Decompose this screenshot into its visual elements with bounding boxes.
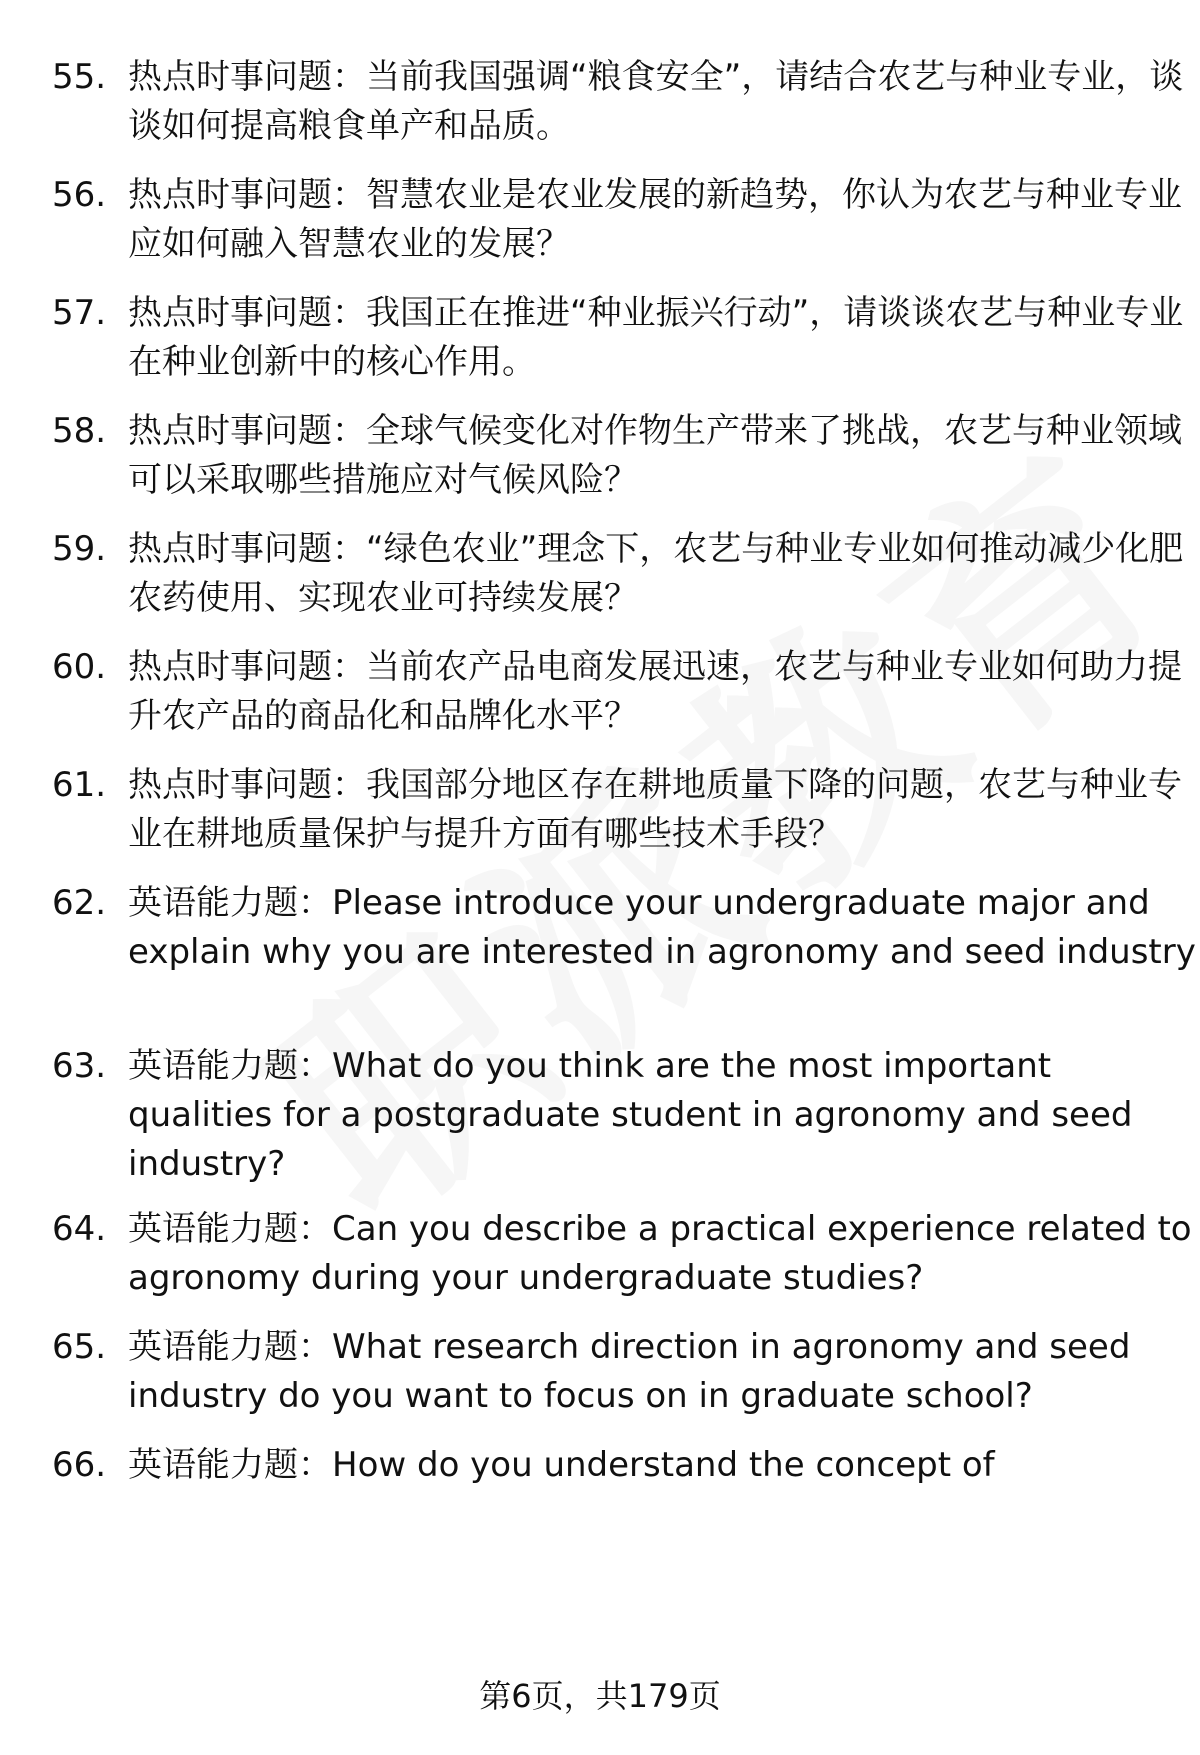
- question-number: 59.: [52, 529, 107, 569]
- question-text: 热点时事问题：当前农产品电商发展迅速，农艺与种业专业如何助力提升农产品的商品化和品牌化水平？: [128, 647, 1182, 736]
- question-number: 61.: [52, 765, 107, 805]
- question-text: 热点时事问题：全球气候变化对作物生产带来了挑战，农艺与种业领域可以采取哪些措施应对气候风险？: [128, 411, 1182, 500]
- question-text: 热点时事问题：当前我国强调“粮食安全”，请结合农艺与种业专业，谈谈如何提高粮食单产和品质。: [128, 57, 1184, 146]
- question-number: 63.: [52, 1046, 107, 1086]
- question-text: 英语能力题：How do you understand the concept of: [128, 1445, 995, 1485]
- question-text: 热点时事问题：“绿色农业”理念下，农艺与种业专业如何推动减少化肥农药使用、实现农业可持续发展？: [128, 529, 1184, 618]
- question-text: 英语能力题：What do you think are the most important qualities for a postgraduate student in agronomy and seed industry?: [128, 1046, 1133, 1184]
- page-footer: 第6页，共179页: [479, 1677, 721, 1715]
- question-text: 英语能力题：What research direction in agronomy and seed industry do you want to focus on in graduate school?: [128, 1327, 1131, 1416]
- question-text: 热点时事问题：我国部分地区存在耕地质量下降的问题，农艺与种业专业在耕地质量保护与提升方面有哪些技术手段？: [128, 765, 1182, 854]
- question-text: 英语能力题：Can you describe a practical experience related to agronomy during your undergraduate studies?: [128, 1209, 1192, 1298]
- question-number: 66.: [52, 1445, 107, 1485]
- question-number: 58.: [52, 411, 107, 451]
- question-number: 60.: [52, 647, 107, 687]
- question-number: 55.: [52, 57, 107, 97]
- question-number: 57.: [52, 293, 107, 333]
- question-text: 英语能力题：Please introduce your undergraduate major and explain why you are interested in agronomy and seed industry: [128, 883, 1196, 972]
- question-number: 64.: [52, 1209, 107, 1249]
- question-number: 56.: [52, 175, 107, 215]
- question-text: 热点时事问题：我国正在推进“种业振兴行动”，请谈谈农艺与种业专业在种业创新中的核心作用。: [128, 293, 1184, 382]
- question-text: 热点时事问题：智慧农业是农业发展的新趋势，你认为农艺与种业专业应如何融入智慧农业的发展？: [128, 175, 1182, 264]
- question-number: 65.: [52, 1327, 107, 1367]
- question-number: 62.: [52, 883, 107, 923]
